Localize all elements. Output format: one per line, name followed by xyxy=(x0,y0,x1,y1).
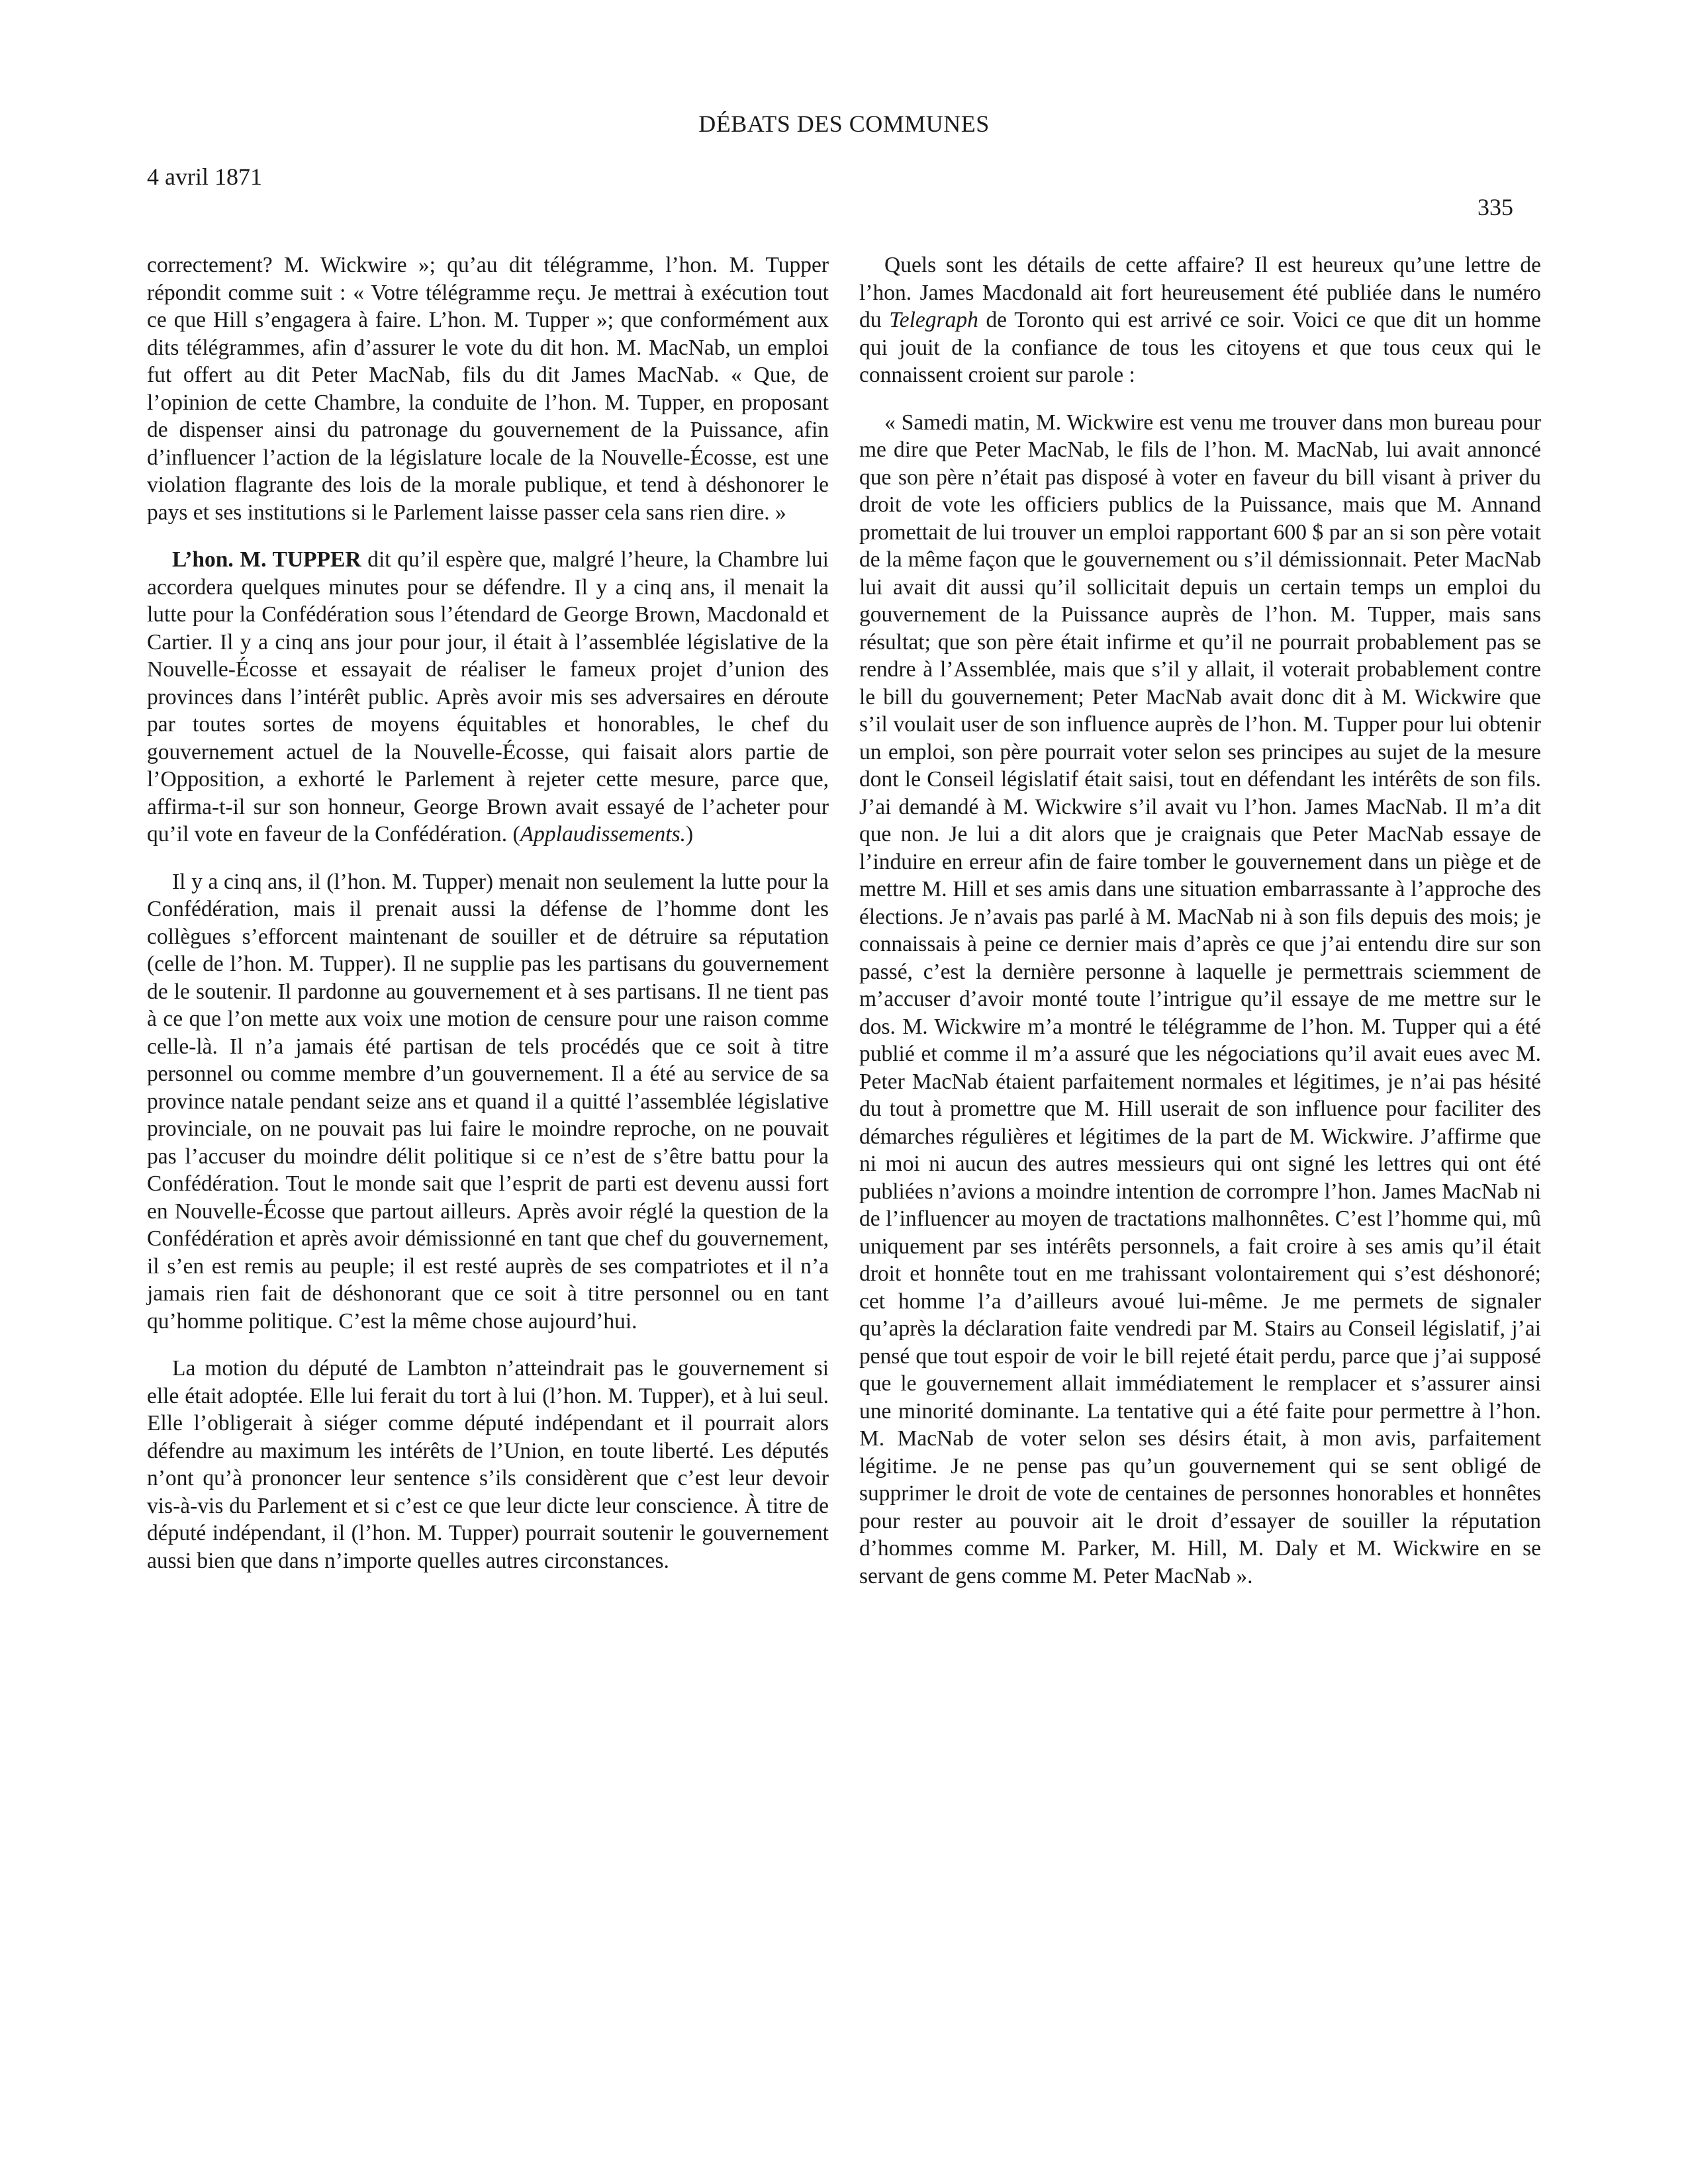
details-text-a: Quels sont les détails de cette affaire? Il est heureux qu’une lettre de l’hon. James Macdonald ait fort heureusement été publiée dans le numéro du xyxy=(859,253,1541,332)
paragraph-details xyxy=(859,251,1541,389)
paragraph-five-years: Il y a cinq ans, il (l’hon. M. Tupper) menait non seulement la lutte pour la Confédération, mais il prenait aussi la défense de l’homme dont les collègues s’efforcent maintenant de souiller et de détruire sa réputation (celle de l’hon. M. Tupper). Il ne supplie pas les partisans du gouvernement de le soutenir. Il pardonne au gouvernement et à ses partisans. Il ne tient pas à ce que l’on mette aux voix une motion de censure pour une raison comme celle-là. Il n’a jamais été partisan de tels procédés que ce soit à titre personnel ou comme membre d’un gouvernement. Il a été au service de sa province natale pendant seize ans et quand il a quitté l’assemblée législative provinciale, on ne pouvait pas lui faire le moindre reproche, on ne pouvait pas l’accuser du moindre délit politique si ce n’est de s’être battu pour la Confédération. Tout le monde sait que l’esprit de parti est devenu aussi fort en Nouvelle-Écosse que partout ailleurs. Après avoir réglé la question de la Confédération et après avoir démissionné en tant que chef du gouvernement, il s’en est remis au peuple; il est resté auprès de ses compatriotes et il n’a jamais rien fait de déshonorant que ce soit à titre personnel ou en tant qu’homme politique. C’est la même chose aujourd’hui. xyxy=(147,869,829,1334)
speech-text: dit qu’il espère que, malgré l’heure, la Chambre lui accordera quelques minutes pour se défendre. Il y a cinq ans, il menait la lutte pour la Confédération sous l’étendard de George Brown, Macdonald et Cartier. Il y a cinq ans jour pour jour, il était à l’assemblée législative de la Nouvelle-Écosse et essayait de réaliser le fameux projet d’union des provinces dans l’intérêt public. Après avoir mis ses adversaires en déroute par toutes sortes de moyens équitables et honorables, le chef du gouvernement actuel de la Nouvelle-Écosse, qui faisait alors partie de l’Opposition, a exhorté le Parlement à rejeter cette mesure, parce que, affirma-t-il sur son honneur, George Brown avait essayé de l’acheter pour qu’il vote en faveur de la Confédération. ( xyxy=(147,547,829,846)
right-column xyxy=(859,251,1541,1610)
page-header-title: DÉBATS DES COMMUNES xyxy=(698,111,990,137)
paragraph-lambton-motion: La motion du député de Lambton n’atteindrait pas le gouvernement si elle était adoptée. Elle lui ferait du tort à lui (l’hon. M. Tupper), et à lui seul. Elle l’obligerait à siéger comme député indépendant et il pourrait alors défendre au maximum les intérêts de l’Union, en toute liberté. Les députés n’ont qu’à prononcer leur sentence s’ils considèrent que c’est leur devoir vis-à-vis du Parlement et si c’est ce que leur dicte leur conscience. À titre de député indépendant, il (l’hon. M. Tupper) pourrait soutenir le gouvernement aussi bien que dans n’importe quelles autres circonstances. xyxy=(147,1356,829,1573)
newspaper-name: Telegraph xyxy=(889,308,978,332)
left-column xyxy=(147,251,829,1594)
paragraph-letter-quote: « Samedi matin, M. Wickwire est venu me trouver dans mon bureau pour me dire que Peter MacNab, le fils de l’hon. M. MacNab, lui avait annoncé que son père n’était pas disposé à voter en faveur du bill visant à priver du droit de vote les officiers publics de la Puissance, mais que M. Annand promettait de lui trouver un emploi rapportant 600 $ par an si son père votait de la même façon que le gouvernement ou s’il démissionnait. Peter MacNab lui avait dit aussi qu’il sollicitait depuis un certain temps un emploi du gouvernement de la Puissance auprès de l’hon. M. Tupper, mais sans résultat; que son père était infirme et qu’il ne pourrait probablement pas se rendre à l’Assemblée, mais que s’il y allait, il voterait probablement contre le bill du gouvernement; Peter MacNab avait donc dit à M. Wickwire que s’il voulait user de son influence auprès de l’hon. M. Tupper pour lui obtenir un emploi, son père pourrait voter selon ses principes au sujet de la mesure dont le Conseil législatif était saisi, tout en défendant les intérêts de son fils. J’ai demandé à M. Wickwire s’il avait vu l’hon. James MacNab. Il m’a dit que non. Je lui a dit alors que je craignais que Peter MacNab essaye de l’induire en erreur afin de faire tomber le gouvernement dans un piège et de mettre M. Hill et ses amis dans une situation embarrassante à l’approche des élections. Je n’avais pas parlé à M. MacNab ni à son fils depuis des mois; je connaissais à peine ce dernier mais d’après ce que j’ai entendu dire sur son passé, c’est la dernière personne à laquelle je permettrais sciemment de m’accuser d’avoir monté toute l’intrigue qu’il essaye de me mettre sur le dos. M. Wickwire m’a montré le télégramme de l’hon. M. Tupper qui a été publié et comme il m’a assuré que les négociations qu’il avait eues avec M. Peter MacNab étaient parfaitement normales et légitimes, je n’ai pas hésité du tout à promettre que M. Hill userait de son influence pour faciliter des démarches régulières et légitimes de la part de M. Wickwire. J’affirme que ni moi ni aucun des autres messieurs qui ont signé les lettres qui ont été publiées n’avions a moindre intention de corrompre l’hon. James MacNab ni de l’influencer au moyen de tractations malhonnêtes. C’est l’homme qui, mû uniquement par ses intérêts personnels, a fait croire à ses amis qu’il était droit et honnête tout en me trahissant volontairement qui s’est déshonoré; cet homme l’a d’ailleurs avoué lui-même. Je me permets de signaler qu’après la déclaration faite vendredi par M. Stairs au Conseil législatif, j’ai pensé que tout espoir de voir le bill rejeté était perdu, parce que j’ai supposé que le gouvernement allait immédiatement le remplacer et s’assurer ainsi une minorité dominante. La tentative qui a été faite pour permettre à l’hon. M. MacNab de voter selon ses désirs était, à mon avis, parfaitement légitime. Je ne pense pas qu’un gouvernement qui se sent obligé de supprimer le droit de vote de centaines de personnes honorables et honnêtes pour rester au pouvoir ait le droit d’essayer de souiller la réputation d’hommes comme M. Parker, M. Hill, M. Daly et M. Wickwire en se servant de gens comme M. Peter MacNab ». xyxy=(859,410,1541,1588)
speaker-name: L’hon. M. TUPPER xyxy=(172,547,361,572)
paragraph-motion-text: correctement? M. Wickwire »; qu’au dit télégramme, l’hon. M. Tupper répondit comme suit : « Votre télégramme reçu. Je mettrai à exécution tout ce que Hill s’engagera à faire. L’hon. M. Tupper »; que conformément aux dits télégrammes, afin d’assurer le vote du dit hon. M. MacNab, un emploi fut offert au dit Peter MacNab, fils du dit James MacNab. « Que, de l’opinion de cette Chambre, la conduite de l’hon. M. Tupper, en proposant de dispenser ainsi du patronage du gouvernement de la Puissance, afin d’influencer l’action de la législature locale de la Nouvelle-Écosse, est une violation flagrante des lois de la morale publique, et tend à déshonorer le pays et ses institutions si le Parlement laisse passer cela sans rien dire. » xyxy=(147,253,829,525)
paragraph-tupper-speech xyxy=(147,546,829,848)
applause-note: Applaudissements. xyxy=(520,822,686,846)
applause-close: ) xyxy=(686,822,694,846)
page-date: 4 avril 1871 xyxy=(147,163,262,190)
details-text-b: de Toronto qui est arrivé ce soir. Voici ce que dit un homme qui jouit de la confiance de tous les citoyens et que tous ceux qui le connaissent croient sur parole : xyxy=(859,308,1542,387)
page-number: 335 xyxy=(1477,194,1513,220)
